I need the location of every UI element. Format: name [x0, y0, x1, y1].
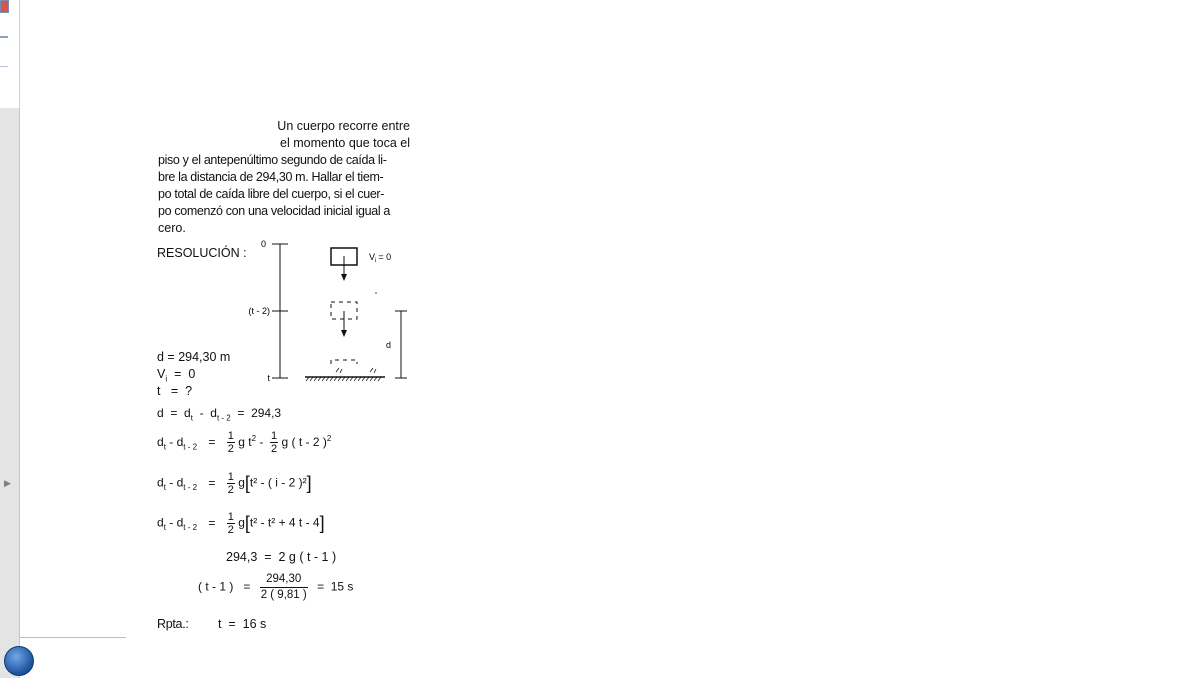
answer-label: Rpta.: — [157, 617, 189, 631]
start-button-icon[interactable] — [4, 646, 34, 676]
label-d: d — [386, 340, 392, 350]
problem-line-4: bre la distancia de 294,30 m. Hallar el tiem- — [158, 170, 384, 184]
equation-2: $d_t - d_{t - 2}$ = $\frac{1}{2}$ g $t^2$ - $\frac{1}{2}$ g ( t - 2 )$^2$ — [157, 430, 332, 456]
app-icon — [0, 0, 9, 13]
label-t: t — [267, 373, 270, 383]
navigation-pane — [0, 108, 20, 678]
expand-pane-arrow-icon[interactable]: ▶ — [4, 478, 11, 488]
label-0: 0 — [260, 239, 266, 249]
speck — [375, 292, 376, 293]
label-t-minus-2: (t - 2) — [248, 306, 270, 316]
toolbar-divider — [0, 36, 8, 38]
equation-3: $d_t - d_{t - 2}$ = $\frac{1}{2}$ g[t² - ( i - 2 )²] — [157, 471, 312, 496]
sidebar-top-panel — [0, 0, 20, 108]
problem-line-3: piso y el antepenúltimo segundo de caída li- — [158, 153, 387, 167]
toolbar-divider-2 — [0, 66, 8, 67]
given-distance: d = 294,30 m — [157, 350, 231, 364]
label-vi: $V_i = 0$ — [369, 252, 392, 264]
impact-marks — [336, 368, 376, 373]
arrow-head-1 — [341, 274, 347, 281]
given-time: t = ? — [157, 384, 193, 398]
problem-line-2: el momento que toca el — [280, 136, 410, 150]
answer-value: t = 16 s — [218, 617, 267, 631]
problem-line-6: po comenzó con una velocidad inicial igual a — [158, 204, 390, 218]
problem-line-5: po total de caída libre del cuerpo, si el cuer- — [158, 187, 385, 201]
arrow-head-2 — [341, 330, 347, 337]
equation-1: $d = d_t - d_{t - 2} = 294,3$ — [157, 406, 282, 423]
given-initial-velocity: $V_i = 0$ — [157, 367, 196, 384]
equation-4: $d_t - d_{t - 2}$ = $\frac{1}{2}$ g[t² - t² + 4 t - 4] — [157, 511, 325, 536]
resolution-heading: RESOLUCIÓN : — [157, 246, 247, 260]
body-final — [331, 360, 357, 364]
problem-line-1: Un cuerpo recorre entre — [277, 119, 410, 133]
problem-line-7: cero. — [158, 221, 186, 235]
page-divider — [19, 637, 126, 638]
equation-5: 294,3 = 2 g ( t - 1 ) — [226, 550, 337, 564]
free-fall-diagram — [230, 236, 420, 386]
equation-6: ( t - 1 ) = $\frac{294,30}{2 ( 9,81 )}$ = 15 s — [198, 573, 354, 601]
